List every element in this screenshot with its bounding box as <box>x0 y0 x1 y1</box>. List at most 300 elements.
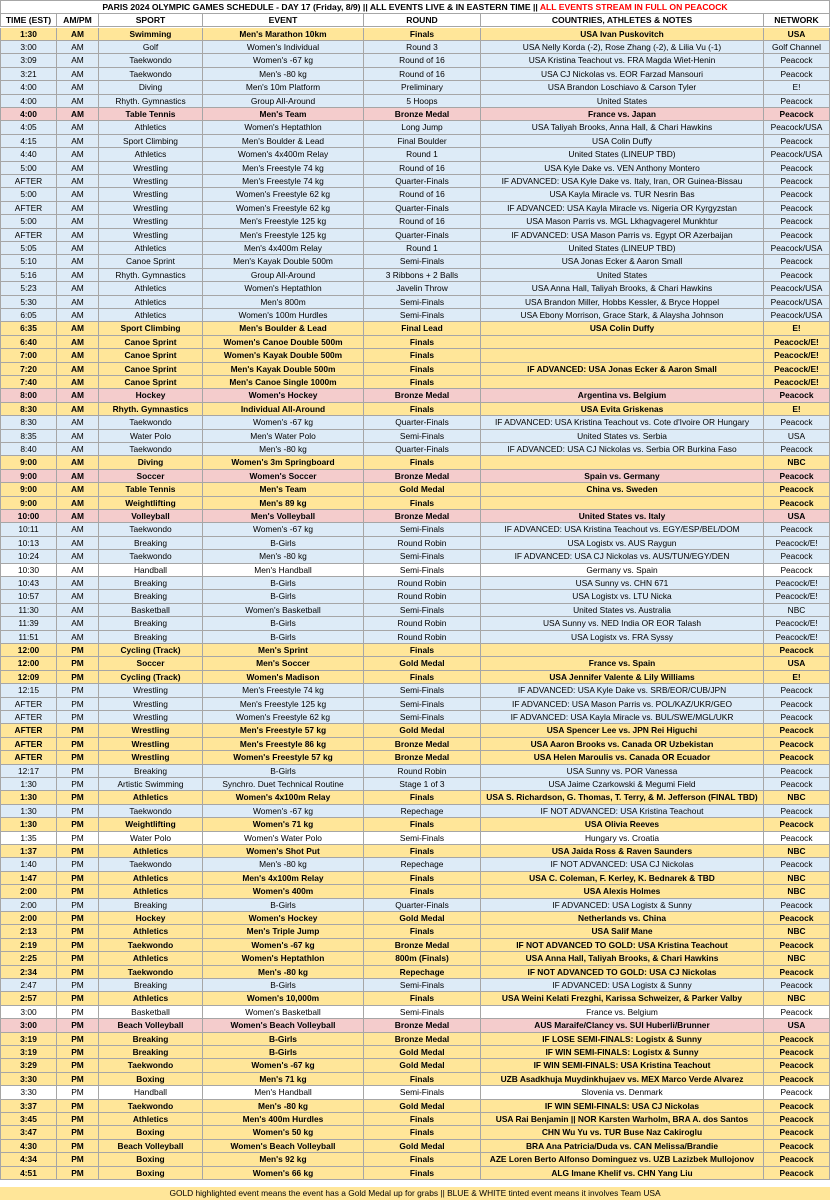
table-row <box>0 296 830 309</box>
event-cell: Men's 71 kg <box>203 1073 364 1085</box>
column-header-ampm: AM/PM <box>57 14 99 26</box>
network-cell: Peacock <box>764 162 830 174</box>
time-cell: 3:30 <box>0 1073 57 1085</box>
round-cell: Bronze Medal <box>364 470 481 482</box>
sport-cell: Table Tennis <box>99 483 203 495</box>
table-row <box>0 778 830 791</box>
table-row <box>0 751 830 764</box>
network-cell: Peacock <box>764 698 830 710</box>
notes-cell: USA Jaime Czarkowski & Megumi Field <box>481 778 764 790</box>
event-cell: Men's Team <box>203 108 364 120</box>
notes-cell: USA Kyle Dake vs. VEN Anthony Montero <box>481 162 764 174</box>
notes-cell: USA Alexis Holmes <box>481 885 764 897</box>
notes-cell: AUS Maraife/Clancy vs. SUI Huberli/Brunner <box>481 1019 764 1031</box>
event-cell: B-Girls <box>203 1033 364 1045</box>
network-cell: Peacock <box>764 175 830 187</box>
column-header-network: NETWORK <box>764 14 830 26</box>
sport-cell: Diving <box>99 81 203 93</box>
time-cell: 8:00 <box>0 389 57 401</box>
sport-cell: Swimming <box>99 28 203 40</box>
ampm-cell: AM <box>57 41 99 53</box>
round-cell: Finals <box>364 1073 481 1085</box>
sport-cell: Wrestling <box>99 215 203 227</box>
round-cell: Finals <box>364 1167 481 1179</box>
round-cell: Quarter-Finals <box>364 899 481 911</box>
network-cell: Peacock <box>764 684 830 696</box>
event-cell: Men's Triple Jump <box>203 925 364 937</box>
table-row <box>0 1167 830 1180</box>
time-cell: 4:15 <box>0 135 57 147</box>
network-cell: Peacock <box>764 1167 830 1179</box>
event-cell: Men's Handball <box>203 564 364 576</box>
network-cell: Peacock/E! <box>764 631 830 643</box>
time-cell: 6:40 <box>0 336 57 348</box>
ampm-cell: PM <box>57 858 99 870</box>
round-cell: Round Robin <box>364 617 481 629</box>
time-cell: 2:13 <box>0 925 57 937</box>
time-cell: 1:40 <box>0 858 57 870</box>
round-cell: Gold Medal <box>364 1100 481 1112</box>
sport-cell: Sport Climbing <box>99 322 203 334</box>
notes-cell: IF ADVANCED: USA Mason Parris vs. POL/KAZ/UKR/GEO <box>481 698 764 710</box>
event-cell: Men's -80 kg <box>203 858 364 870</box>
event-cell: Men's -80 kg <box>203 68 364 80</box>
event-cell: B-Girls <box>203 537 364 549</box>
round-cell: Semi-Finals <box>364 684 481 696</box>
table-row <box>0 255 830 268</box>
network-cell: Peacock <box>764 1059 830 1071</box>
notes-cell: United States vs. Serbia <box>481 430 764 442</box>
ampm-cell: PM <box>57 1086 99 1098</box>
ampm-cell: PM <box>57 1046 99 1058</box>
notes-cell: USA Anna Hall, Taliyah Brooks, & Chari Hawkins <box>481 952 764 964</box>
sport-cell: Breaking <box>99 617 203 629</box>
network-cell: Peacock/E! <box>764 537 830 549</box>
network-cell: NBC <box>764 952 830 964</box>
sport-cell: Wrestling <box>99 751 203 763</box>
event-cell: Women's 100m Hurdles <box>203 309 364 321</box>
ampm-cell: AM <box>57 229 99 241</box>
sport-cell: Wrestling <box>99 738 203 750</box>
ampm-cell: AM <box>57 376 99 388</box>
sport-cell: Breaking <box>99 979 203 991</box>
ampm-cell: PM <box>57 778 99 790</box>
round-cell: Finals <box>364 992 481 1004</box>
ampm-cell: AM <box>57 403 99 415</box>
time-cell: 12:15 <box>0 684 57 696</box>
event-cell: Men's Canoe Single 1000m <box>203 376 364 388</box>
time-cell: 9:00 <box>0 483 57 495</box>
notes-cell: France vs. Japan <box>481 108 764 120</box>
time-cell: 3:21 <box>0 68 57 80</box>
round-cell: Quarter-Finals <box>364 229 481 241</box>
table-row <box>0 376 830 389</box>
round-cell: Finals <box>364 376 481 388</box>
event-cell: Women's Freestyle 62 kg <box>203 202 364 214</box>
round-cell: Javelin Throw <box>364 282 481 294</box>
time-cell: 10:11 <box>0 523 57 535</box>
table-row <box>0 537 830 550</box>
sport-cell: Taekwondo <box>99 54 203 66</box>
network-cell: Peacock <box>764 1140 830 1152</box>
event-cell: Men's -80 kg <box>203 1100 364 1112</box>
notes-cell <box>481 644 764 656</box>
ampm-cell: AM <box>57 95 99 107</box>
sport-cell: Cycling (Track) <box>99 671 203 683</box>
event-cell: B-Girls <box>203 979 364 991</box>
time-cell: 2:19 <box>0 939 57 951</box>
round-cell: Finals <box>364 925 481 937</box>
round-cell: Repechage <box>364 966 481 978</box>
round-cell: Finals <box>364 644 481 656</box>
round-cell: Semi-Finals <box>364 698 481 710</box>
ampm-cell: AM <box>57 68 99 80</box>
time-cell: 4:30 <box>0 1140 57 1152</box>
time-cell: 3:47 <box>0 1126 57 1138</box>
notes-cell: IF LOSE SEMI-FINALS: Logistx & Sunny <box>481 1033 764 1045</box>
table-row <box>0 617 830 630</box>
ampm-cell: AM <box>57 202 99 214</box>
round-cell: Semi-Finals <box>364 711 481 723</box>
event-cell: Men's Freestyle 125 kg <box>203 215 364 227</box>
event-cell: Group All-Around <box>203 95 364 107</box>
notes-cell: USA Olivia Reeves <box>481 818 764 830</box>
network-cell: NBC <box>764 845 830 857</box>
notes-cell: USA Jaida Ross & Raven Saunders <box>481 845 764 857</box>
event-cell: B-Girls <box>203 631 364 643</box>
round-cell: Round of 16 <box>364 68 481 80</box>
notes-cell: IF NOT ADVANCED TO GOLD: USA CJ Nickolas <box>481 966 764 978</box>
event-cell: Women's Heptathlon <box>203 952 364 964</box>
table-row <box>0 510 830 523</box>
time-cell: 8:35 <box>0 430 57 442</box>
notes-cell: IF ADVANCED: USA Logistx & Sunny <box>481 899 764 911</box>
ampm-cell: AM <box>57 537 99 549</box>
network-cell: Peacock <box>764 738 830 750</box>
sport-cell: Hockey <box>99 389 203 401</box>
ampm-cell: PM <box>57 644 99 656</box>
network-cell: Peacock <box>764 470 830 482</box>
event-cell: Women's Heptathlon <box>203 282 364 294</box>
event-cell: Group All-Around <box>203 269 364 281</box>
network-cell: Peacock <box>764 979 830 991</box>
table-row <box>0 148 830 161</box>
sport-cell: Wrestling <box>99 175 203 187</box>
event-cell: Women's Individual <box>203 41 364 53</box>
table-row <box>0 443 830 456</box>
network-cell: Peacock/USA <box>764 282 830 294</box>
table-row <box>0 403 830 416</box>
table-row <box>0 1100 830 1113</box>
table-row <box>0 470 830 483</box>
network-cell: E! <box>764 403 830 415</box>
ampm-cell: AM <box>57 617 99 629</box>
ampm-cell: AM <box>57 135 99 147</box>
ampm-cell: AM <box>57 336 99 348</box>
time-cell: 9:00 <box>0 470 57 482</box>
network-cell: Peacock <box>764 832 830 844</box>
table-row <box>0 95 830 108</box>
round-cell: Finals <box>364 336 481 348</box>
time-cell: 10:24 <box>0 550 57 562</box>
network-cell: Peacock/E! <box>764 363 830 375</box>
ampm-cell: PM <box>57 1113 99 1125</box>
round-cell: Round Robin <box>364 577 481 589</box>
notes-cell: USA Kayla Miracle vs. TUR Nesrin Bas <box>481 188 764 200</box>
ampm-cell: PM <box>57 979 99 991</box>
sport-cell: Canoe Sprint <box>99 376 203 388</box>
ampm-cell: AM <box>57 470 99 482</box>
round-cell: Quarter-Finals <box>364 202 481 214</box>
event-cell: Men's 4x400m Relay <box>203 242 364 254</box>
event-cell: Individual All-Around <box>203 403 364 415</box>
event-cell: Men's 4x100m Relay <box>203 872 364 884</box>
ampm-cell: AM <box>57 296 99 308</box>
ampm-cell: AM <box>57 81 99 93</box>
round-cell: Round Robin <box>364 765 481 777</box>
round-cell: Bronze Medal <box>364 1033 481 1045</box>
notes-cell: USA Ebony Morrison, Grace Stark, & Alaysha Johnson <box>481 309 764 321</box>
ampm-cell: AM <box>57 416 99 428</box>
network-cell: Peacock <box>764 1086 830 1098</box>
time-cell: 8:30 <box>0 403 57 415</box>
round-cell: Finals <box>364 349 481 361</box>
event-cell: Women's Freestyle 62 kg <box>203 188 364 200</box>
ampm-cell: PM <box>57 992 99 1004</box>
round-cell: Semi-Finals <box>364 979 481 991</box>
round-cell: Quarter-Finals <box>364 416 481 428</box>
ampm-cell: AM <box>57 28 99 40</box>
network-cell: Peacock <box>764 912 830 924</box>
round-cell: Bronze Medal <box>364 1019 481 1031</box>
time-cell: 2:00 <box>0 899 57 911</box>
round-cell: Round of 16 <box>364 215 481 227</box>
ampm-cell: AM <box>57 577 99 589</box>
network-cell: Peacock <box>764 966 830 978</box>
sport-cell: Wrestling <box>99 162 203 174</box>
event-cell: Women's -67 kg <box>203 805 364 817</box>
ampm-cell: PM <box>57 1033 99 1045</box>
event-cell: Men's Water Polo <box>203 430 364 442</box>
sport-cell: Artistic Swimming <box>99 778 203 790</box>
network-cell: Peacock <box>764 564 830 576</box>
ampm-cell: PM <box>57 1140 99 1152</box>
column-header-row <box>0 14 830 27</box>
notes-cell: USA Jennifer Valente & Lily Williams <box>481 671 764 683</box>
table-row <box>0 604 830 617</box>
table-row <box>0 644 830 657</box>
notes-cell: USA Helen Maroulis vs. Canada OR Ecuador <box>481 751 764 763</box>
table-row <box>0 497 830 510</box>
notes-cell: United States <box>481 269 764 281</box>
notes-cell: USA Salif Mane <box>481 925 764 937</box>
ampm-cell: PM <box>57 1126 99 1138</box>
notes-cell <box>481 349 764 361</box>
event-cell: B-Girls <box>203 577 364 589</box>
ampm-cell: PM <box>57 845 99 857</box>
time-cell: 9:00 <box>0 456 57 468</box>
ampm-cell: AM <box>57 456 99 468</box>
table-row <box>0 121 830 134</box>
notes-cell: Netherlands vs. China <box>481 912 764 924</box>
round-cell: Finals <box>364 456 481 468</box>
table-row <box>0 68 830 81</box>
event-cell: Women's Heptathlon <box>203 121 364 133</box>
ampm-cell: PM <box>57 1059 99 1071</box>
event-cell: Women's -67 kg <box>203 1059 364 1071</box>
table-row <box>0 202 830 215</box>
network-cell: Peacock <box>764 858 830 870</box>
round-cell: Finals <box>364 845 481 857</box>
event-cell: B-Girls <box>203 617 364 629</box>
ampm-cell: AM <box>57 590 99 602</box>
table-row <box>0 309 830 322</box>
network-cell: Peacock <box>764 805 830 817</box>
time-cell: 1:30 <box>0 791 57 803</box>
sport-cell: Breaking <box>99 1033 203 1045</box>
title-main: PARIS 2024 OLYMPIC GAMES SCHEDULE - DAY 17 (Friday, 8/9) || ALL EVENTS LIVE & IN EASTERN TIME || <box>102 2 540 12</box>
network-cell: Peacock <box>764 68 830 80</box>
round-cell: Semi-Finals <box>364 255 481 267</box>
ampm-cell: AM <box>57 443 99 455</box>
ampm-cell: AM <box>57 269 99 281</box>
ampm-cell: PM <box>57 1100 99 1112</box>
sport-cell: Taekwondo <box>99 550 203 562</box>
sport-cell: Wrestling <box>99 698 203 710</box>
network-cell: Peacock <box>764 1100 830 1112</box>
event-cell: Men's 10m Platform <box>203 81 364 93</box>
network-cell: NBC <box>764 885 830 897</box>
time-cell: 4:00 <box>0 108 57 120</box>
network-cell: Peacock <box>764 202 830 214</box>
sport-cell: Breaking <box>99 765 203 777</box>
event-cell: Men's -80 kg <box>203 443 364 455</box>
sport-cell: Wrestling <box>99 202 203 214</box>
round-cell: Gold Medal <box>364 1140 481 1152</box>
ampm-cell: PM <box>57 738 99 750</box>
time-cell: 3:30 <box>0 1086 57 1098</box>
ampm-cell: AM <box>57 309 99 321</box>
round-cell: Semi-Finals <box>364 430 481 442</box>
sport-cell: Athletics <box>99 885 203 897</box>
ampm-cell: PM <box>57 684 99 696</box>
time-cell: 2:34 <box>0 966 57 978</box>
sport-cell: Boxing <box>99 1073 203 1085</box>
time-cell: AFTER <box>0 724 57 736</box>
round-cell: Bronze Medal <box>364 751 481 763</box>
notes-cell: United States <box>481 95 764 107</box>
network-cell: Peacock <box>764 215 830 227</box>
table-row <box>0 229 830 242</box>
round-cell: Round of 16 <box>364 54 481 66</box>
notes-cell: USA Jonas Ecker & Aaron Small <box>481 255 764 267</box>
notes-cell: USA Evita Griskenas <box>481 403 764 415</box>
sport-cell: Diving <box>99 456 203 468</box>
ampm-cell: PM <box>57 939 99 951</box>
event-cell: Women's -67 kg <box>203 54 364 66</box>
round-cell: Round 1 <box>364 148 481 160</box>
time-cell: 1:30 <box>0 818 57 830</box>
table-row <box>0 872 830 885</box>
round-cell: 3 Ribbons + 2 Balls <box>364 269 481 281</box>
round-cell: Round of 16 <box>364 188 481 200</box>
event-cell: Men's 92 kg <box>203 1153 364 1165</box>
notes-cell <box>481 497 764 509</box>
round-cell: Gold Medal <box>364 657 481 669</box>
round-cell: 5 Hoops <box>364 95 481 107</box>
network-cell: NBC <box>764 456 830 468</box>
time-cell: AFTER <box>0 751 57 763</box>
sport-cell: Taekwondo <box>99 523 203 535</box>
network-cell: NBC <box>764 925 830 937</box>
notes-cell: USA Aaron Brooks vs. Canada OR Uzbekistan <box>481 738 764 750</box>
network-cell: Peacock <box>764 54 830 66</box>
sport-cell: Table Tennis <box>99 108 203 120</box>
table-row <box>0 483 830 496</box>
network-cell: Peacock <box>764 135 830 147</box>
notes-cell: IF ADVANCED: USA Kayla Miracle vs. BUL/SWE/MGL/UKR <box>481 711 764 723</box>
time-cell: 2:25 <box>0 952 57 964</box>
sport-cell: Canoe Sprint <box>99 363 203 375</box>
ampm-cell: PM <box>57 872 99 884</box>
event-cell: Women's Freestyle 62 kg <box>203 711 364 723</box>
round-cell: Bronze Medal <box>364 389 481 401</box>
round-cell: Repechage <box>364 858 481 870</box>
sport-cell: Athletics <box>99 845 203 857</box>
event-cell: Men's Freestyle 125 kg <box>203 229 364 241</box>
table-row <box>0 1046 830 1059</box>
network-cell: Peacock <box>764 255 830 267</box>
notes-cell: USA S. Richardson, G. Thomas, T. Terry, & M. Jefferson (FINAL TBD) <box>481 791 764 803</box>
table-row <box>0 1033 830 1046</box>
round-cell: Bronze Medal <box>364 108 481 120</box>
event-cell: Men's Soccer <box>203 657 364 669</box>
time-cell: 2:00 <box>0 912 57 924</box>
event-cell: Men's Handball <box>203 1086 364 1098</box>
notes-cell <box>481 376 764 388</box>
time-cell: AFTER <box>0 229 57 241</box>
table-row <box>0 1126 830 1139</box>
event-cell: Men's Volleyball <box>203 510 364 522</box>
notes-cell: United States vs. Australia <box>481 604 764 616</box>
round-cell: Round of 16 <box>364 162 481 174</box>
notes-cell: Argentina vs. Belgium <box>481 389 764 401</box>
sport-cell: Rhyth. Gymnastics <box>99 269 203 281</box>
sport-cell: Athletics <box>99 952 203 964</box>
ampm-cell: AM <box>57 322 99 334</box>
time-cell: 10:57 <box>0 590 57 602</box>
ampm-cell: AM <box>57 148 99 160</box>
event-cell: Men's Freestyle 86 kg <box>203 738 364 750</box>
round-cell: Finals <box>364 818 481 830</box>
column-header-event: EVENT <box>203 14 364 26</box>
column-header-round: ROUND <box>364 14 481 26</box>
round-cell: Round Robin <box>364 631 481 643</box>
table-row <box>0 657 830 670</box>
time-cell: 12:00 <box>0 644 57 656</box>
notes-cell: USA Colin Duffy <box>481 322 764 334</box>
ampm-cell: AM <box>57 54 99 66</box>
notes-cell: USA Sunny vs. POR Vanessa <box>481 765 764 777</box>
ampm-cell: PM <box>57 711 99 723</box>
network-cell: Peacock <box>764 751 830 763</box>
sport-cell: Taekwondo <box>99 858 203 870</box>
time-cell: 1:30 <box>0 778 57 790</box>
notes-cell: USA Logistx vs. FRA Syssy <box>481 631 764 643</box>
network-cell: Peacock <box>764 1153 830 1165</box>
table-row <box>0 322 830 335</box>
time-cell: 7:00 <box>0 349 57 361</box>
